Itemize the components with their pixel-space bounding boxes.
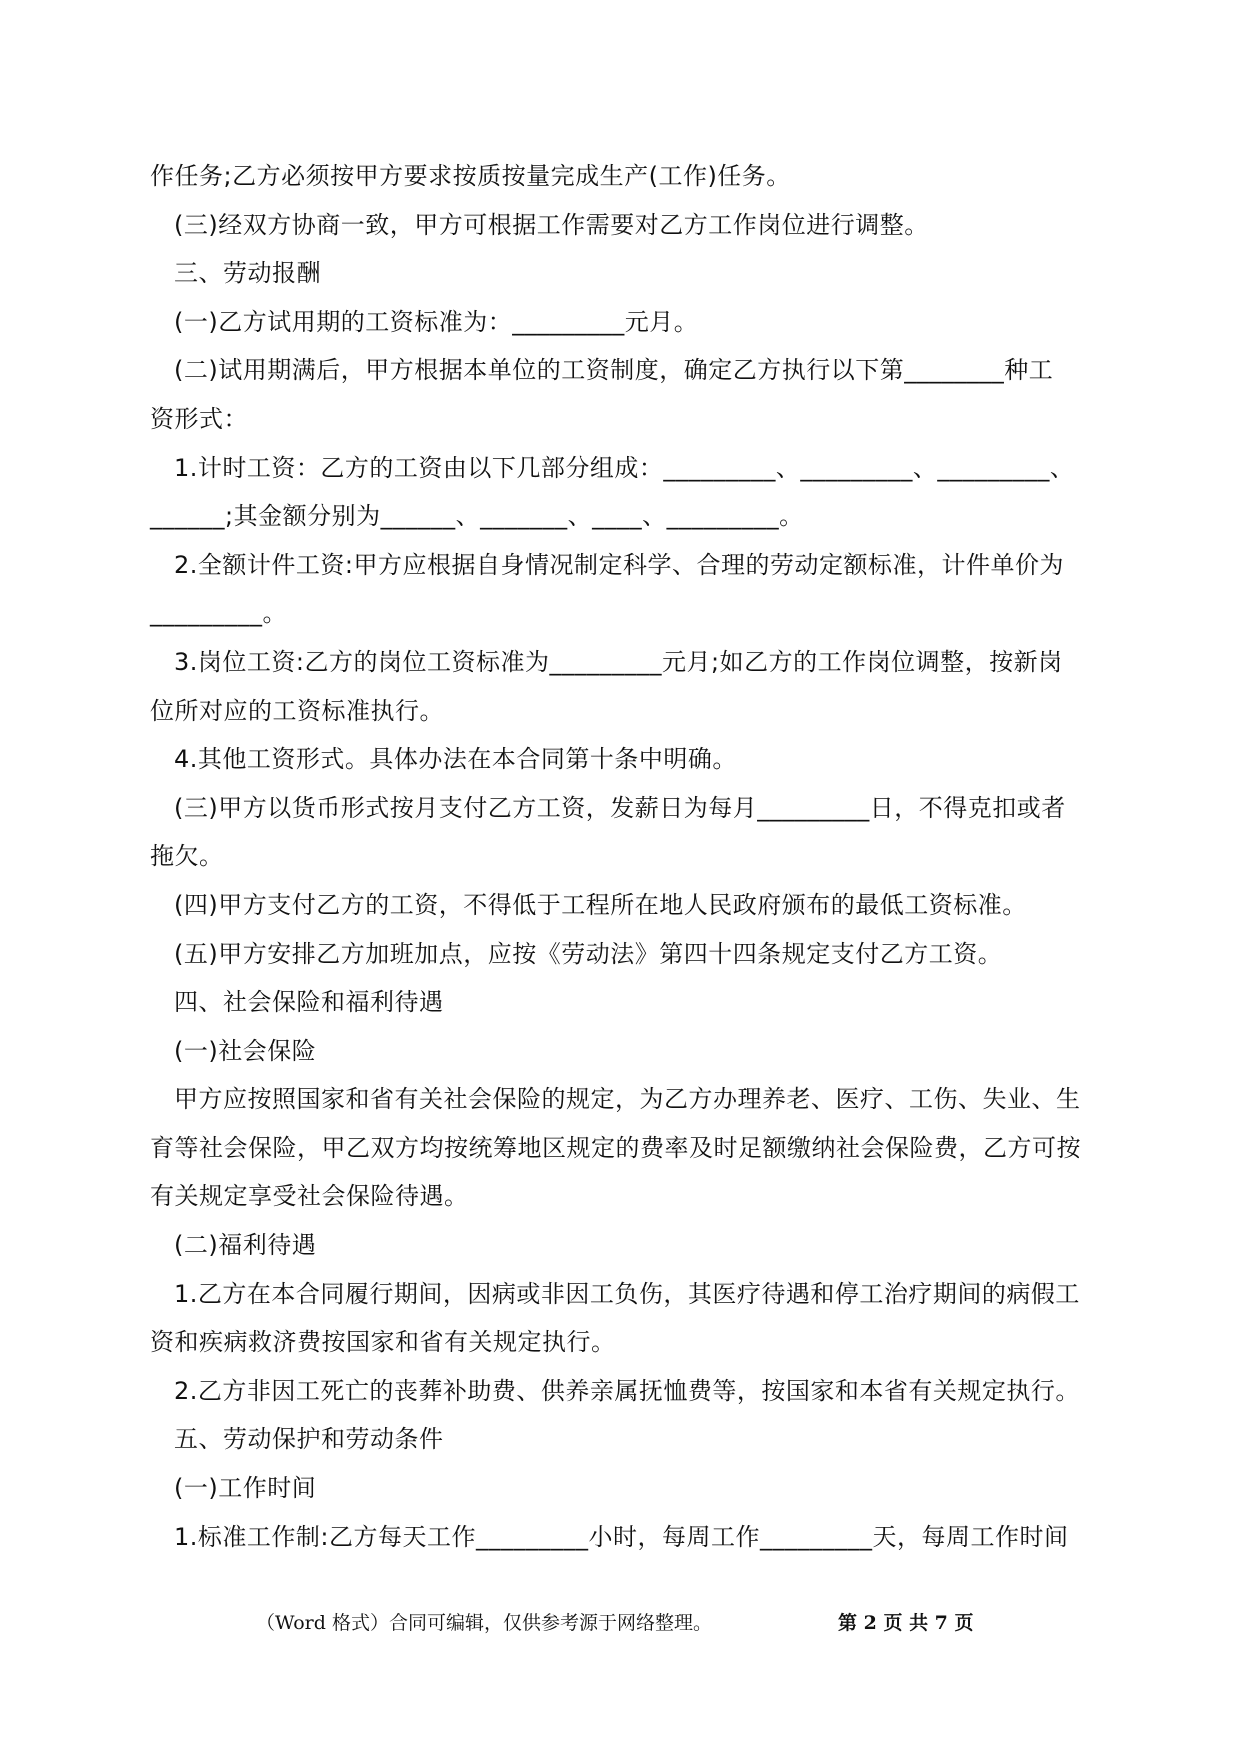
- document-line: 1.标准工作制:乙方每天工作_________小时，每周工作_________天，每周工作时间: [174, 1522, 1069, 1551]
- document-line: (三)甲方以货币形式按月支付乙方工资，发薪日为每月_________日，不得克扣或者: [174, 793, 1066, 822]
- document-line: 资和疾病救济费按国家和省有关规定执行。: [150, 1328, 616, 1357]
- footer-note: （Word 格式）合同可编辑，仅供参考源于网络整理。: [256, 1612, 712, 1634]
- document-line: 三、劳动报酬: [174, 259, 321, 288]
- document-body: [150, 152, 1095, 1561]
- document-line: (一)乙方试用期的工资标准为：_________元月。: [174, 307, 699, 336]
- document-line: _________。: [150, 599, 287, 628]
- document-line: (三)经双方协商一致，甲方可根据工作需要对乙方工作岗位进行调整。: [174, 210, 929, 239]
- page-footer: [0, 1608, 1241, 1638]
- document-line: (二)试用期满后，甲方根据本单位的工资制度，确定乙方执行以下第________种工: [174, 356, 1054, 385]
- document-line: 育等社会保险，甲乙双方均按统筹地区规定的费率及时足额缴纳社会保险费，乙方可按: [150, 1133, 1081, 1162]
- document-line: 3.岗位工资:乙方的岗位工资标准为_________元月;如乙方的工作岗位调整，按新岗: [174, 647, 1063, 676]
- document-line: 四、社会保险和福利待遇: [174, 988, 444, 1017]
- document-line: 2.乙方非因工死亡的丧葬补助费、供养亲属抚恤费等，按国家和本省有关规定执行。: [174, 1376, 1080, 1405]
- document-line: 五、劳动保护和劳动条件: [174, 1425, 444, 1454]
- document-line: 资形式：: [150, 404, 248, 433]
- document-line: (一)工作时间: [174, 1474, 317, 1503]
- document-line: 拖欠。: [150, 842, 224, 871]
- document-line: (一)社会保险: [174, 1036, 317, 1065]
- document-line: (四)甲方支付乙方的工资，不得低于工程所在地人民政府颁布的最低工资标准。: [174, 890, 1027, 919]
- document-line: (五)甲方安排乙方加班加点，应按《劳动法》第四十四条规定支付乙方工资。: [174, 939, 1003, 968]
- page-number: 第 2 页 共 7 页: [838, 1612, 974, 1634]
- document-line: 2.全额计件工资:甲方应根据自身情况制定科学、合理的劳动定额标准，计件单价为: [174, 550, 1064, 579]
- document-line: 作任务;乙方必须按甲方要求按质按量完成生产(工作)任务。: [150, 162, 791, 190]
- document-line: 1.计时工资：乙方的工资由以下几部分组成：_________、_________、_________、: [174, 453, 1075, 482]
- document-line: ______;其金额分别为______、_______、____、_________。: [150, 502, 804, 531]
- document-line: 甲方应按照国家和省有关社会保险的规定，为乙方办理养老、医疗、工伤、失业、生: [174, 1085, 1081, 1114]
- document-line: 4.其他工资形式。具体办法在本合同第十条中明确。: [174, 745, 737, 774]
- document-line: (二)福利待遇: [174, 1231, 317, 1260]
- document-line: 1.乙方在本合同履行期间，因病或非因工负伤，其医疗待遇和停工治疗期间的病假工: [174, 1279, 1080, 1308]
- document-line: 有关规定享受社会保险待遇。: [150, 1182, 469, 1211]
- document-line: 位所对应的工资标准执行。: [150, 696, 444, 725]
